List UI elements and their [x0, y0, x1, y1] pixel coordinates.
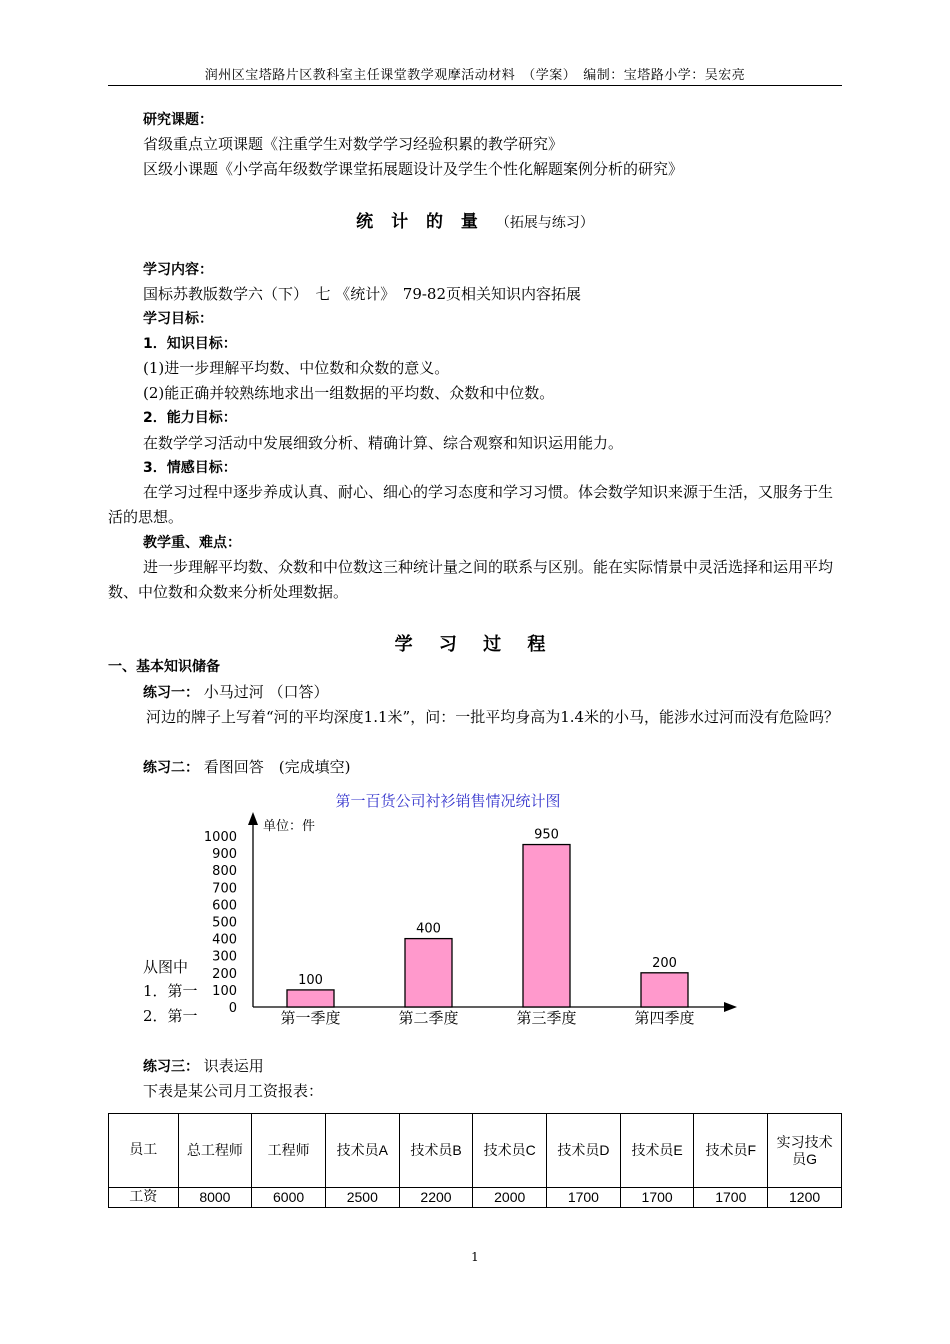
y-tick-label: 700: [212, 881, 237, 897]
section-basic-knowledge: 一、基本知识储备: [108, 659, 220, 675]
research-label: 研究课题：: [143, 112, 213, 128]
page-number: 1: [471, 1250, 479, 1264]
lesson-title-sub: （拓展与练习）: [495, 215, 594, 231]
wage-table-header: 工程师: [252, 1114, 326, 1188]
lesson-title: [0, 207, 950, 232]
knowledge-goal-label: 1．知识目标：: [143, 336, 237, 352]
knowledge-goal-1: (1)进一步理解平均数、中位数和众数的意义。: [143, 359, 450, 377]
wage-table-header: 实习技术员G: [768, 1114, 842, 1188]
wage-cell: 2500: [325, 1188, 399, 1208]
wage-table-header: 技术员F: [694, 1114, 768, 1188]
emotion-goal-text: 在学习过程中逐步养成认真、耐心、细心的学习态度和学习习惯。体会数学知识来源于生活，又服务于生活的思想。: [108, 483, 834, 526]
wage-table-header: 技术员A: [325, 1114, 399, 1188]
chart-unit-label: 单位：件: [263, 819, 316, 834]
page-header: 润州区宝塔路片区教科室主任课堂教学观摩活动材料 （学案） 编制：宝塔路小学：吴宏亮: [108, 64, 842, 86]
research-topic-1: 省级重点立项课题《注重学生对数学学习经验积累的教学研究》: [143, 135, 564, 153]
y-tick-label: 500: [212, 915, 237, 931]
wage-table-header: 技术员C: [473, 1114, 547, 1188]
x-category-label: 第二季度: [398, 1009, 459, 1027]
bar: [405, 939, 452, 1007]
wage-cell: 8000: [178, 1188, 252, 1208]
lesson-title-main: 统 计 的 量: [356, 212, 484, 232]
y-axis-arrow: [248, 812, 258, 825]
wage-cell: 1700: [547, 1188, 621, 1208]
y-tick-label: 300: [212, 949, 237, 965]
emotion-goal-label: 3．情感目标：: [143, 460, 237, 476]
exercise-2-label: 练习二：: [143, 760, 199, 776]
y-tick-label: 400: [212, 932, 237, 948]
bar: [523, 845, 570, 1007]
wage-cell: 2000: [473, 1188, 547, 1208]
wage-cell: 1700: [620, 1188, 694, 1208]
wage-cell: 1200: [768, 1188, 842, 1208]
wage-cell: 6000: [252, 1188, 326, 1208]
chart-title: 第一百货公司衬衫销售情况统计图: [335, 792, 561, 810]
exercise-1: [143, 681, 329, 702]
y-tick-label: 900: [212, 847, 237, 863]
bar-value-label: 400: [416, 921, 441, 937]
x-axis-arrow: [724, 1002, 737, 1012]
wage-table-header-row: [109, 1114, 842, 1188]
wage-table-row: [109, 1188, 842, 1208]
goals-label: 学习目标：: [143, 311, 213, 327]
content-label: 学习内容：: [143, 262, 213, 278]
wage-cell: 2200: [399, 1188, 473, 1208]
exercise-2-side-3: 2．第一: [143, 1007, 198, 1025]
exercise-1-text: 河边的牌子上写着“河的平均深度1.1米”，问：一批平均身高为1.4米的小马，能涉水过河而没有危险吗？: [146, 708, 840, 726]
exercise-2: [143, 756, 351, 777]
y-tick-label: 1000: [203, 830, 237, 845]
exercise-1-label: 练习一：: [143, 685, 199, 701]
y-tick-label: 100: [212, 983, 237, 999]
ability-goal-text: 在数学学习活动中发展细致分析、精确计算、综合观察和知识运用能力。: [143, 434, 624, 452]
knowledge-goal-2: (2)能正确并较熟练地求出一组数据的平均数、众数和中位数。: [143, 384, 555, 402]
research-topic-2: 区级小课题《小学高年级数学课堂拓展题设计及学生个性化解题案例分析的研究》: [143, 160, 684, 178]
key-points-text: 进一步理解平均数、众数和中位数这三种统计量之间的联系与区别。能在实际情景中灵活选择和运用平均数、中位数和众数来分析处理数据。: [108, 558, 834, 601]
wage-table-header: 技术员B: [399, 1114, 473, 1188]
key-points-label: 教学重、难点：: [143, 535, 241, 551]
ability-goal-label: 2．能力目标：: [143, 410, 237, 426]
bar: [641, 973, 688, 1007]
x-category-label: 第一季度: [280, 1009, 341, 1027]
y-tick-label: 0: [228, 1001, 237, 1016]
bar: [287, 990, 334, 1007]
wage-table-header: 技术员D: [547, 1114, 621, 1188]
wage-table: [108, 1113, 842, 1208]
exercise-1-name: 小马过河 （口答）: [203, 683, 329, 701]
exercise-3: [143, 1055, 264, 1076]
y-tick-label: 200: [212, 966, 237, 982]
exercise-3-name: 识表运用: [203, 1057, 264, 1075]
exercise-2-side-2: 1．第一: [143, 982, 198, 1000]
exercise-2-side-1: 从图中: [143, 958, 189, 976]
process-title: 学 习 过 程: [394, 634, 556, 655]
wage-table-header: 总工程师: [178, 1114, 252, 1188]
y-tick-label: 800: [212, 864, 237, 880]
y-tick-label: 600: [212, 898, 237, 914]
exercise-3-intro: 下表是某公司月工资报表：: [143, 1082, 324, 1100]
x-category-label: 第四季度: [634, 1009, 695, 1027]
wage-table-header: 技术员E: [620, 1114, 694, 1188]
wage-row-label: 工资: [109, 1188, 179, 1208]
content-text: 国标苏教版数学六（下） 七 《统计》 79-82页相关知识内容拓展: [143, 285, 582, 303]
wage-table-header: 员工: [109, 1114, 179, 1188]
wage-cell: 1700: [694, 1188, 768, 1208]
bar-value-label: 950: [534, 827, 559, 843]
x-category-label: 第三季度: [516, 1009, 577, 1027]
bar-value-label: 100: [298, 972, 323, 988]
sales-bar-chart: [195, 785, 755, 1035]
exercise-3-label: 练习三：: [143, 1059, 199, 1075]
bar-value-label: 200: [652, 955, 677, 971]
exercise-2-name: 看图回答 (完成填空): [203, 758, 351, 776]
